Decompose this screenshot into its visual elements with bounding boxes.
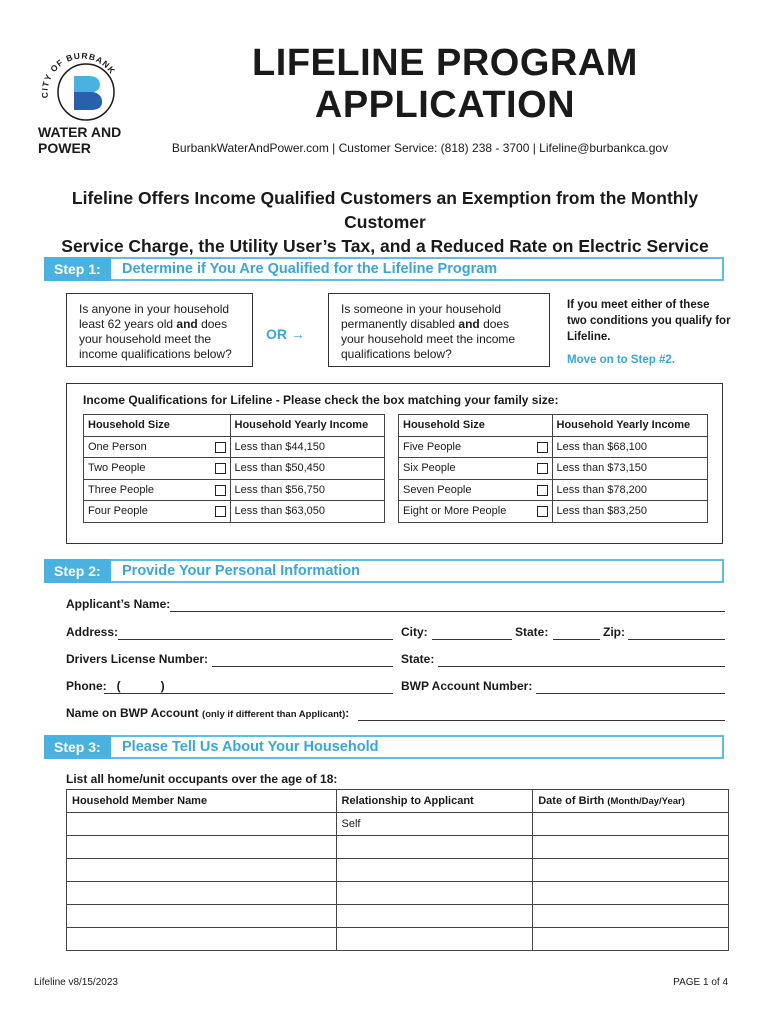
title-line1: LIFELINE PROGRAM — [252, 42, 638, 84]
state-label: State: — [515, 625, 549, 639]
table-row — [67, 859, 729, 882]
dob-cell[interactable] — [533, 928, 729, 951]
dob-cell[interactable] — [533, 882, 729, 905]
header-household-size: Household Size — [399, 415, 553, 437]
header-member-name: Household Member Name — [67, 790, 337, 813]
step3-tag: Step 3: — [44, 735, 111, 759]
version-label: Lifeline v8/15/2023 — [34, 977, 118, 988]
q2-line: Is someone in your household — [341, 302, 502, 316]
phone-label: Phone: ( ) — [66, 679, 165, 693]
table-row — [67, 836, 729, 859]
q1-line: Is anyone in your household — [79, 302, 230, 316]
header-yearly-income: Household Yearly Income — [230, 415, 384, 437]
logo-wordmark — [38, 124, 121, 156]
name-on-account-note: (only if different than Applicant) — [202, 709, 346, 720]
income-heading: Income Qualifications for Lifeline - Please check the box matching your family size: — [83, 393, 559, 407]
occupants-label: List all home/unit occupants over the age of 18: — [66, 772, 338, 786]
headline-line2: Service Charge, the Utility User’s Tax, and a Reduced Rate on Electric Service — [61, 236, 709, 256]
address-label: Address: — [66, 625, 119, 639]
checkbox[interactable] — [215, 442, 226, 453]
license-field[interactable] — [212, 666, 393, 667]
applicant-name-label: Applicant’s Name: — [66, 597, 171, 611]
relationship-cell[interactable] — [336, 859, 533, 882]
license-state-label: State: — [401, 652, 435, 666]
checkbox[interactable] — [215, 485, 226, 496]
member-name-cell[interactable] — [67, 928, 337, 951]
page-number: PAGE 1 of 4 — [673, 977, 728, 988]
step2-header — [44, 559, 724, 583]
income-table-left — [83, 414, 385, 523]
address-field[interactable] — [118, 639, 393, 640]
income-cell: Less than $68,100 — [552, 436, 708, 458]
next-step-note: Move on to Step #2. — [567, 354, 675, 366]
or-arrow-label: OR → — [266, 326, 305, 342]
step1-header — [44, 257, 724, 281]
income-cell: Less than $50,450 — [230, 458, 384, 480]
dob-cell[interactable] — [533, 813, 729, 836]
relationship-cell[interactable] — [336, 928, 533, 951]
income-cell: Less than $78,200 — [552, 479, 708, 501]
relationship-cell[interactable] — [336, 905, 533, 928]
burbank-b-logo-icon — [26, 40, 146, 130]
member-name-cell[interactable] — [67, 882, 337, 905]
age-question-box — [66, 293, 253, 367]
city-label: City: — [401, 625, 428, 639]
checkbox[interactable] — [537, 506, 548, 517]
income-cell: Less than $63,050 — [230, 501, 384, 523]
household-size-cell: One Person — [84, 436, 231, 458]
dob-cell[interactable] — [533, 859, 729, 882]
checkbox[interactable] — [215, 463, 226, 474]
household-size-cell: Six People — [399, 458, 553, 480]
contact-line: BurbankWaterAndPower.com | Customer Service: (818) 238 - 3700 | Lifeline@burbankca.gov — [171, 141, 669, 155]
table-row — [67, 882, 729, 905]
title-line2: APPLICATION — [314, 84, 576, 126]
headline-line1: Lifeline Offers Income Qualified Customers an Exemption from the Monthly Customer — [71, 188, 699, 232]
phone-field[interactable] — [104, 693, 393, 694]
step2-tag: Step 2: — [44, 559, 111, 583]
step1-title: Determine if You Are Qualified for the Lifeline Program — [122, 261, 498, 277]
step3-title: Please Tell Us About Your Household — [122, 739, 379, 755]
logo-arc-text: CITY OF BURBANK — [39, 50, 118, 99]
header-relationship: Relationship to Applicant — [336, 790, 533, 813]
city-field[interactable] — [432, 639, 512, 640]
income-table-right — [398, 414, 708, 523]
table-row — [67, 928, 729, 951]
q2-line: permanently disabled and does — [341, 317, 510, 331]
relationship-cell[interactable] — [336, 836, 533, 859]
table-row — [67, 905, 729, 928]
household-size-cell: Four People — [84, 501, 231, 523]
headline — [30, 186, 740, 258]
header-yearly-income: Household Yearly Income — [552, 415, 708, 437]
zip-label: Zip: — [603, 625, 625, 639]
household-size-cell: Three People — [84, 479, 231, 501]
household-size-cell: Eight or More People — [399, 501, 553, 523]
member-name-cell[interactable] — [67, 813, 337, 836]
member-name-cell[interactable] — [67, 859, 337, 882]
account-label: BWP Account Number: — [401, 679, 533, 693]
household-size-cell: Seven People — [399, 479, 553, 501]
household-size-cell: Two People — [84, 458, 231, 480]
income-cell: Less than $83,250 — [552, 501, 708, 523]
zip-field[interactable] — [628, 639, 725, 640]
q2-line: qualifications below? — [341, 347, 452, 361]
step1-tag: Step 1: — [44, 257, 111, 281]
step3-header — [44, 735, 724, 759]
occupants-table — [66, 789, 729, 951]
q1-line: income qualifications below? — [79, 347, 232, 361]
income-cell: Less than $73,150 — [552, 458, 708, 480]
step2-title: Provide Your Personal Information — [122, 563, 360, 579]
header-dob: Date of Birth (Month/Day/Year) — [533, 790, 729, 813]
table-row — [67, 813, 729, 836]
income-cell: Less than $56,750 — [230, 479, 384, 501]
license-state-field[interactable] — [438, 666, 725, 667]
income-cell: Less than $44,150 — [230, 436, 384, 458]
header-household-size: Household Size — [84, 415, 231, 437]
page-title — [200, 42, 690, 126]
applicant-name-field[interactable] — [170, 611, 725, 612]
member-name-cell[interactable] — [67, 836, 337, 859]
relationship-cell[interactable]: Self — [336, 813, 533, 836]
qualify-note: If you meet either of these two conditions you qualify for Lifeline. — [567, 299, 731, 343]
state-field[interactable] — [553, 639, 600, 640]
q2-line: your household meet the income — [341, 332, 516, 346]
name-on-account-label: Name on BWP Account (only if different than Applicant): — [66, 706, 350, 720]
relationship-cell[interactable] — [336, 882, 533, 905]
checkbox[interactable] — [537, 463, 548, 474]
account-field[interactable] — [536, 693, 725, 694]
q1-line: least 62 years old and does — [79, 317, 228, 331]
checkbox[interactable] — [537, 485, 548, 496]
member-name-cell[interactable] — [67, 905, 337, 928]
logo-line1: WATER AND — [38, 124, 122, 140]
dob-cell[interactable] — [533, 905, 729, 928]
logo-line2: POWER — [38, 140, 91, 156]
household-size-cell: Five People — [399, 436, 553, 458]
checkbox[interactable] — [215, 506, 226, 517]
name-on-account-field[interactable] — [358, 720, 725, 721]
license-label: Drivers License Number: — [66, 652, 209, 666]
q1-line: your household meet the — [79, 332, 212, 346]
disability-question-box — [328, 293, 550, 367]
checkbox[interactable] — [537, 442, 548, 453]
dob-cell[interactable] — [533, 836, 729, 859]
